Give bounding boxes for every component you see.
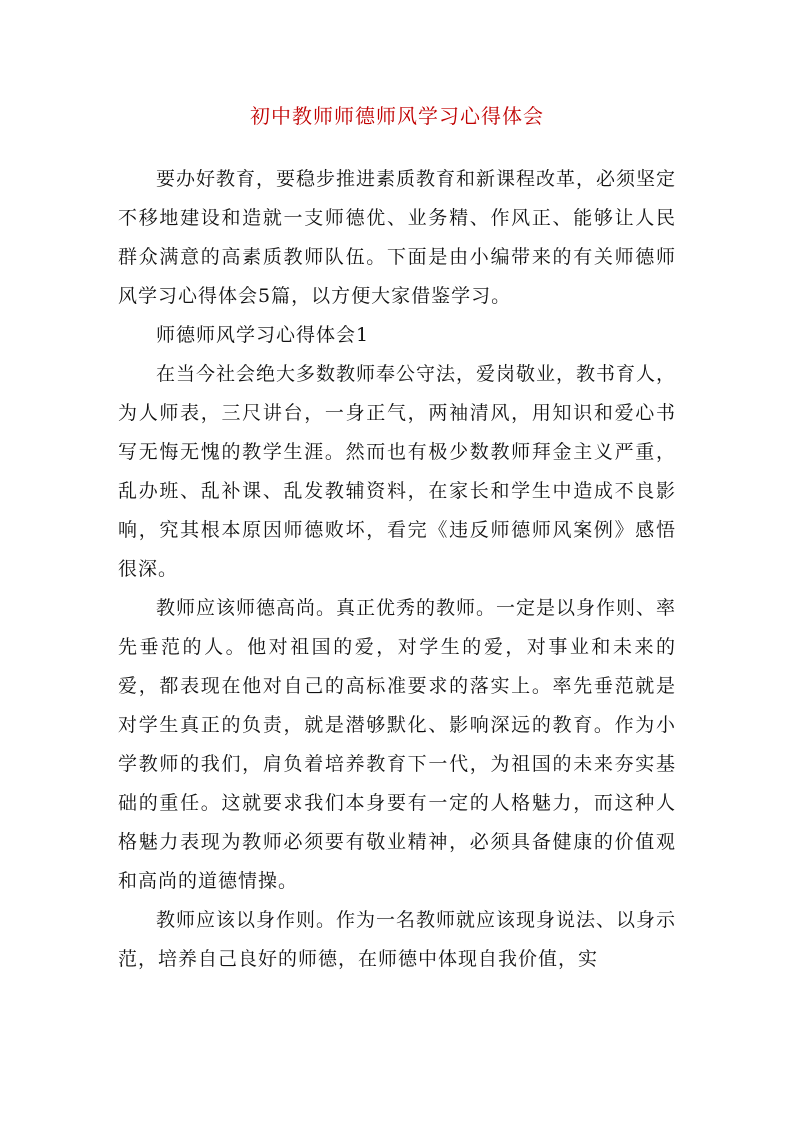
document-title: 初中教师师德师风学习心得体会 bbox=[250, 104, 544, 128]
document-body bbox=[118, 160, 676, 979]
body-paragraph: 教师应该以身作则。作为一名教师就应该现身说法、以身示范，培养自己良好的师德，在师德中体现自我价值，实 bbox=[118, 909, 677, 970]
body-paragraph: 在当今社会绝大多数教师奉公守法，爱岗敬业，教书育人，为人师表，三尺讲台，一身正气，两袖清风，用知识和爱心书写无悔无愧的教学生涯。然而也有极少数教师拜金主义严重，乱办班、乱补课、乱发教辅资料，在家长和学生中造成不良影响，究其根本原因师德败坏，看完《违反师德师风案例》感悟很深。 bbox=[118, 363, 677, 580]
body-paragraph: 教师应该师德高尚。真正优秀的教师。一定是以身作则、率先垂范的人。他对祖国的爱，对学生的爱，对事业和未来的爱，都表现在他对自己的高标准要求的落实上。率先垂范就是对学生真正的负责，就是潜够默化、影响深远的教育。作为小学教师的我们，肩负着培养教育下一代，为祖国的未来夯实基础的重任。这就要求我们本身要有一定的人格魅力，而这种人格魅力表现为教师必须要有敬业精神，必须具备健康的价值观和高尚的道德情操。 bbox=[118, 597, 677, 892]
section-heading: 师德师风学习心得体会1 bbox=[156, 324, 370, 346]
intro-paragraph: 要办好教育，要稳步推进素质教育和新课程改革，必须坚定不移地建设和造就一支师德优、业务精、作风正、能够让人民群众满意的高素质教师队伍。下面是由小编带来的有关师德师风学习心得体会5篇，以方便大家借鉴学习。 bbox=[118, 168, 677, 307]
